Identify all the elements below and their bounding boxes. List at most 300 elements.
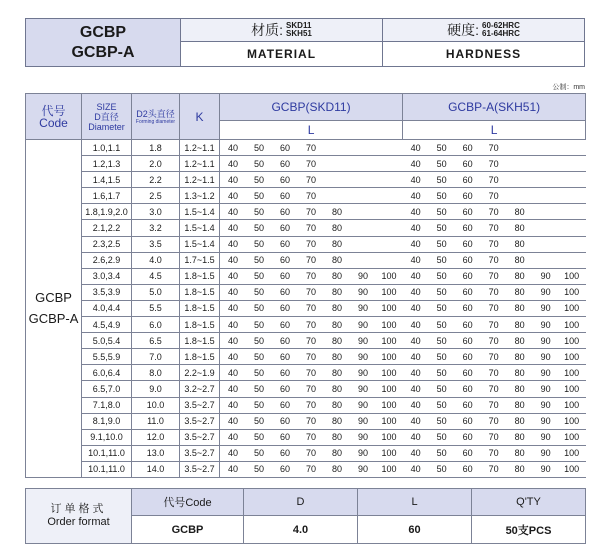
- l-values-gcbp-a: [403, 413, 586, 429]
- table-row: [26, 252, 586, 268]
- l-value: 100: [381, 448, 397, 459]
- k-cell: 2.2~1.9: [180, 365, 220, 381]
- l-value: 70: [305, 206, 316, 217]
- col-header-d2-en: Forming diameter: [135, 118, 176, 125]
- l-value: 60: [462, 319, 473, 330]
- k-cell: 1.3~1.2: [180, 188, 220, 204]
- l-value: 70: [488, 255, 499, 266]
- l-values-gcbp-a: [403, 429, 586, 445]
- d2-cell: 12.0: [132, 429, 180, 445]
- l-value: 50: [253, 432, 264, 443]
- l-value: 70: [488, 464, 499, 475]
- l-value: 40: [227, 206, 238, 217]
- col-header-code-en: Code: [39, 115, 68, 130]
- l-value: 100: [381, 464, 397, 475]
- l-values-gcbp: [220, 204, 403, 220]
- l-values-gcbp: [220, 333, 403, 349]
- l-value: 50: [253, 416, 264, 427]
- l-values-gcbp: [220, 236, 403, 252]
- l-value: 60: [279, 416, 290, 427]
- l-value: 90: [540, 271, 551, 282]
- l-value: 100: [381, 400, 397, 411]
- l-values-gcbp: [220, 397, 403, 413]
- l-value: 50: [436, 367, 447, 378]
- header-code-cell: [26, 19, 181, 67]
- l-values-gcbp-a: [403, 317, 586, 333]
- l-value: 50: [436, 416, 447, 427]
- l-value: 80: [331, 223, 342, 234]
- l-value: 70: [305, 303, 316, 314]
- l-value: 40: [227, 400, 238, 411]
- k-cell: 3.5~2.7: [180, 461, 220, 477]
- l-values-gcbp-a: [403, 252, 586, 268]
- table-row: [26, 220, 586, 236]
- col-header-code-cn: 代号: [41, 103, 66, 118]
- l-value: 80: [514, 400, 525, 411]
- col-header-size-2: D直径: [94, 111, 119, 122]
- size-cell: 1.6,1.7: [82, 188, 132, 204]
- col-header-size-3: Diameter: [88, 121, 125, 132]
- k-cell: 1.7~1.5: [180, 252, 220, 268]
- l-value: 70: [305, 142, 316, 153]
- table-row: [26, 284, 586, 300]
- l-value: 90: [357, 400, 368, 411]
- k-cell: 1.2~1.1: [180, 140, 220, 156]
- l-value: 70: [305, 464, 316, 475]
- l-value: 80: [514, 367, 525, 378]
- l-value: 40: [410, 158, 421, 169]
- l-value: 100: [564, 303, 580, 314]
- l-value: 70: [488, 303, 499, 314]
- l-value: 60: [279, 142, 290, 153]
- l-value: 60: [279, 335, 290, 346]
- l-value: 60: [279, 351, 290, 362]
- l-value: 40: [410, 255, 421, 266]
- size-cell: 2.6,2.9: [82, 252, 132, 268]
- d2-cell: 10.0: [132, 397, 180, 413]
- l-value: 40: [410, 416, 421, 427]
- k-cell: 1.2~1.1: [180, 156, 220, 172]
- l-value: 40: [227, 239, 238, 250]
- l-value: 50: [436, 174, 447, 185]
- l-value: 80: [331, 416, 342, 427]
- l-value: 60: [279, 271, 290, 282]
- l-value: 80: [514, 432, 525, 443]
- l-value: 70: [488, 206, 499, 217]
- d2-cell: 4.0: [132, 252, 180, 268]
- k-cell: 1.8~1.5: [180, 268, 220, 284]
- l-value: 70: [488, 223, 499, 234]
- l-value: 100: [564, 432, 580, 443]
- l-value: 50: [436, 383, 447, 394]
- l-value: 50: [436, 255, 447, 266]
- l-value: 70: [488, 335, 499, 346]
- l-value: 50: [436, 448, 447, 459]
- l-values-gcbp-a: [403, 188, 586, 204]
- order-value-qty: 50支PCS: [472, 516, 586, 544]
- table-row: [26, 429, 586, 445]
- l-value: 60: [279, 158, 290, 169]
- code-cell-2: GCBP-A: [28, 311, 79, 327]
- l-value: 70: [488, 383, 499, 394]
- l-value: 60: [462, 335, 473, 346]
- l-value: 90: [540, 303, 551, 314]
- order-header-qty: Q'TY: [472, 489, 586, 516]
- hardness-value-2: 61-64HRC: [482, 29, 520, 38]
- size-cell: 2.1,2.2: [82, 220, 132, 236]
- code-cell: [26, 140, 82, 478]
- l-header-gcbp: L: [220, 121, 403, 140]
- l-values-gcbp-a: [403, 349, 586, 365]
- l-value: 80: [331, 319, 342, 330]
- l-value: 60: [279, 367, 290, 378]
- l-value: 40: [227, 223, 238, 234]
- l-value: 70: [488, 174, 499, 185]
- l-value: 50: [253, 319, 264, 330]
- l-value: 50: [436, 239, 447, 250]
- l-value: 40: [227, 335, 238, 346]
- l-value: 100: [381, 383, 397, 394]
- size-cell: 1.8,1.9,2.0: [82, 204, 132, 220]
- l-value: 90: [357, 432, 368, 443]
- l-value: 50: [436, 303, 447, 314]
- l-value: 50: [253, 367, 264, 378]
- table-row: [26, 461, 586, 477]
- size-cell: 3.0,3.4: [82, 268, 132, 284]
- l-value: 50: [253, 303, 264, 314]
- spec-table-body: [26, 140, 586, 478]
- size-cell: 5.0,5.4: [82, 333, 132, 349]
- l-value: 50: [436, 158, 447, 169]
- l-value: 70: [305, 400, 316, 411]
- l-value: 40: [227, 448, 238, 459]
- l-value: 60: [462, 303, 473, 314]
- l-values-gcbp-a: [403, 365, 586, 381]
- l-value: 60: [279, 287, 290, 298]
- l-value: 80: [331, 206, 342, 217]
- l-value: 60: [462, 255, 473, 266]
- l-value: 40: [227, 190, 238, 201]
- l-value: 80: [331, 400, 342, 411]
- l-values-gcbp-a: [403, 172, 586, 188]
- l-value: 100: [564, 448, 580, 459]
- l-value: 90: [357, 287, 368, 298]
- size-cell: 1.4,1.5: [82, 172, 132, 188]
- order-format: [25, 488, 586, 544]
- l-value: 80: [514, 239, 525, 250]
- header-code-1: GCBP: [79, 23, 127, 41]
- l-value: 50: [436, 335, 447, 346]
- l-value: 80: [331, 271, 342, 282]
- l-value: 40: [227, 255, 238, 266]
- l-value: 40: [227, 287, 238, 298]
- k-cell: 1.8~1.5: [180, 300, 220, 316]
- l-value: 40: [410, 287, 421, 298]
- l-value: 80: [331, 383, 342, 394]
- l-value: 100: [381, 351, 397, 362]
- l-value: 100: [564, 271, 580, 282]
- l-values-gcbp-a: [403, 284, 586, 300]
- size-cell: 5.5,5.9: [82, 349, 132, 365]
- unit-note: 公制：mm: [552, 84, 585, 91]
- l-value: 50: [253, 335, 264, 346]
- l-values-gcbp: [220, 252, 403, 268]
- l-value: 60: [279, 303, 290, 314]
- l-value: 100: [564, 464, 580, 475]
- order-title-cn: 订单格式: [50, 503, 107, 515]
- l-values-gcbp: [220, 140, 403, 156]
- l-value: 40: [410, 319, 421, 330]
- k-cell: 1.8~1.5: [180, 333, 220, 349]
- l-value: 80: [514, 319, 525, 330]
- l-value: 90: [540, 432, 551, 443]
- size-cell: 3.5,3.9: [82, 284, 132, 300]
- d2-cell: 3.0: [132, 204, 180, 220]
- k-cell: 3.5~2.7: [180, 413, 220, 429]
- l-value: 50: [436, 400, 447, 411]
- l-value: 90: [357, 416, 368, 427]
- col-header-code: [26, 94, 82, 140]
- l-value: 90: [357, 383, 368, 394]
- l-value: 60: [462, 142, 473, 153]
- l-values-gcbp: [220, 268, 403, 284]
- l-values-gcbp: [220, 188, 403, 204]
- l-values-gcbp-a: [403, 236, 586, 252]
- l-value: 50: [253, 271, 264, 282]
- l-value: 40: [227, 142, 238, 153]
- l-value: 100: [564, 319, 580, 330]
- group-header-gcbp-a: GCBP-A(SKH51): [403, 94, 586, 121]
- l-value: 80: [514, 206, 525, 217]
- l-value: 100: [381, 319, 397, 330]
- l-value: 80: [331, 448, 342, 459]
- l-value: 100: [564, 287, 580, 298]
- l-value: 80: [514, 383, 525, 394]
- l-value: 60: [279, 383, 290, 394]
- l-value: 50: [253, 464, 264, 475]
- k-cell: 3.2~2.7: [180, 381, 220, 397]
- l-value: 100: [564, 335, 580, 346]
- l-value: 50: [436, 464, 447, 475]
- l-value: 70: [305, 319, 316, 330]
- l-value: 40: [227, 367, 238, 378]
- l-value: 50: [436, 432, 447, 443]
- l-value: 60: [462, 239, 473, 250]
- l-value: 80: [331, 335, 342, 346]
- l-value: 50: [253, 351, 264, 362]
- l-value: 70: [305, 223, 316, 234]
- l-value: 60: [462, 448, 473, 459]
- hardness-value-1: 60-62HRC: [482, 21, 520, 30]
- l-value: 60: [462, 223, 473, 234]
- l-value: 100: [381, 367, 397, 378]
- l-value: 40: [227, 158, 238, 169]
- size-cell: 6.0,6.4: [82, 365, 132, 381]
- k-cell: 3.5~2.7: [180, 429, 220, 445]
- l-value: 100: [381, 271, 397, 282]
- l-value: 80: [331, 239, 342, 250]
- d2-cell: 6.0: [132, 317, 180, 333]
- l-value: 70: [488, 271, 499, 282]
- d2-cell: 7.0: [132, 349, 180, 365]
- l-header-gcbp-a: L: [403, 121, 586, 140]
- l-value: 70: [305, 351, 316, 362]
- l-values-gcbp: [220, 220, 403, 236]
- l-value: 90: [540, 335, 551, 346]
- l-values-gcbp: [220, 365, 403, 381]
- col-header-d2-cn: D2头直径: [136, 108, 175, 119]
- size-cell: 10.1,11.0: [82, 461, 132, 477]
- l-value: 90: [357, 351, 368, 362]
- l-value: 50: [253, 287, 264, 298]
- l-value: 70: [305, 432, 316, 443]
- l-value: 80: [331, 464, 342, 475]
- l-value: 60: [279, 223, 290, 234]
- l-value: 50: [253, 223, 264, 234]
- l-value: 60: [462, 367, 473, 378]
- d2-cell: 6.5: [132, 333, 180, 349]
- l-values-gcbp-a: [403, 381, 586, 397]
- l-value: 90: [357, 319, 368, 330]
- l-value: 70: [305, 287, 316, 298]
- l-value: 90: [540, 464, 551, 475]
- l-value: 60: [279, 464, 290, 475]
- l-value: 40: [410, 464, 421, 475]
- l-value: 60: [279, 319, 290, 330]
- l-value: 50: [253, 255, 264, 266]
- l-value: 80: [331, 255, 342, 266]
- l-value: 50: [253, 174, 264, 185]
- l-value: 80: [514, 287, 525, 298]
- table-row: [26, 300, 586, 316]
- order-header-l: L: [358, 489, 472, 516]
- l-value: 60: [279, 206, 290, 217]
- l-values-gcbp-a: [403, 140, 586, 156]
- material-label: 材质:: [251, 22, 284, 38]
- size-cell: 2.3,2.5: [82, 236, 132, 252]
- l-value: 90: [357, 367, 368, 378]
- l-value: 60: [462, 206, 473, 217]
- l-values-gcbp-a: [403, 333, 586, 349]
- l-value: 70: [488, 367, 499, 378]
- l-values-gcbp: [220, 349, 403, 365]
- l-value: 50: [253, 383, 264, 394]
- l-value: 40: [410, 351, 421, 362]
- k-cell: 3.5~2.7: [180, 397, 220, 413]
- hardness-label-cell: [383, 19, 585, 42]
- order-header-d: D: [244, 489, 358, 516]
- size-cell: 1.0,1.1: [82, 140, 132, 156]
- l-value: 70: [488, 351, 499, 362]
- hardness-caption: HARDNESS: [383, 42, 585, 67]
- l-value: 50: [436, 287, 447, 298]
- l-value: 40: [227, 174, 238, 185]
- l-value: 60: [279, 432, 290, 443]
- material-values: [286, 22, 312, 38]
- material-value-2: SKH51: [286, 29, 312, 38]
- order-value-code: GCBP: [132, 516, 244, 544]
- l-value: 80: [331, 351, 342, 362]
- l-values-gcbp: [220, 172, 403, 188]
- l-value: 70: [488, 158, 499, 169]
- l-value: 40: [410, 432, 421, 443]
- l-value: 90: [540, 416, 551, 427]
- d2-cell: 5.5: [132, 300, 180, 316]
- d2-cell: 4.5: [132, 268, 180, 284]
- l-value: 100: [564, 416, 580, 427]
- l-value: 40: [410, 367, 421, 378]
- l-value: 70: [488, 448, 499, 459]
- l-value: 60: [462, 400, 473, 411]
- material-label-cell: [181, 19, 383, 42]
- l-value: 80: [331, 287, 342, 298]
- l-value: 90: [357, 464, 368, 475]
- l-value: 100: [564, 383, 580, 394]
- order-format-title: [26, 489, 132, 544]
- d2-cell: 9.0: [132, 381, 180, 397]
- l-values-gcbp-a: [403, 156, 586, 172]
- l-value: 100: [381, 287, 397, 298]
- order-header-code: 代号Code: [132, 489, 244, 516]
- l-value: 80: [514, 416, 525, 427]
- hardness-label: 硬度:: [447, 22, 480, 38]
- hardness-values: [482, 22, 520, 38]
- table-row: [26, 397, 586, 413]
- l-value: 50: [436, 319, 447, 330]
- l-value: 60: [462, 351, 473, 362]
- size-cell: 9.1,10.0: [82, 429, 132, 445]
- l-value: 70: [305, 190, 316, 201]
- d2-cell: 14.0: [132, 461, 180, 477]
- size-cell: 4.0,4.4: [82, 300, 132, 316]
- l-value: 80: [514, 464, 525, 475]
- l-values-gcbp: [220, 381, 403, 397]
- l-value: 40: [227, 351, 238, 362]
- l-value: 60: [462, 464, 473, 475]
- l-values-gcbp-a: [403, 397, 586, 413]
- table-row: [26, 140, 586, 156]
- l-values-gcbp-a: [403, 300, 586, 316]
- l-value: 40: [410, 271, 421, 282]
- l-value: 40: [227, 319, 238, 330]
- l-values-gcbp: [220, 300, 403, 316]
- table-row: [26, 156, 586, 172]
- table-row: [26, 365, 586, 381]
- l-value: 50: [436, 206, 447, 217]
- l-value: 100: [381, 335, 397, 346]
- l-value: 70: [488, 239, 499, 250]
- l-value: 90: [357, 335, 368, 346]
- table-row: [26, 445, 586, 461]
- l-value: 70: [305, 448, 316, 459]
- l-value: 40: [227, 432, 238, 443]
- l-values-gcbp-a: [403, 268, 586, 284]
- table-row: [26, 317, 586, 333]
- l-value: 40: [410, 400, 421, 411]
- col-header-size-1: SIZE: [96, 101, 117, 112]
- l-value: 40: [227, 271, 238, 282]
- l-value: 60: [279, 400, 290, 411]
- l-value: 70: [305, 271, 316, 282]
- l-values-gcbp-a: [403, 461, 586, 477]
- l-values-gcbp: [220, 445, 403, 461]
- l-value: 40: [410, 206, 421, 217]
- header-block: [25, 18, 585, 67]
- table-row: [26, 204, 586, 220]
- col-header-k: K: [180, 94, 220, 140]
- l-value: 60: [462, 416, 473, 427]
- l-value: 60: [462, 287, 473, 298]
